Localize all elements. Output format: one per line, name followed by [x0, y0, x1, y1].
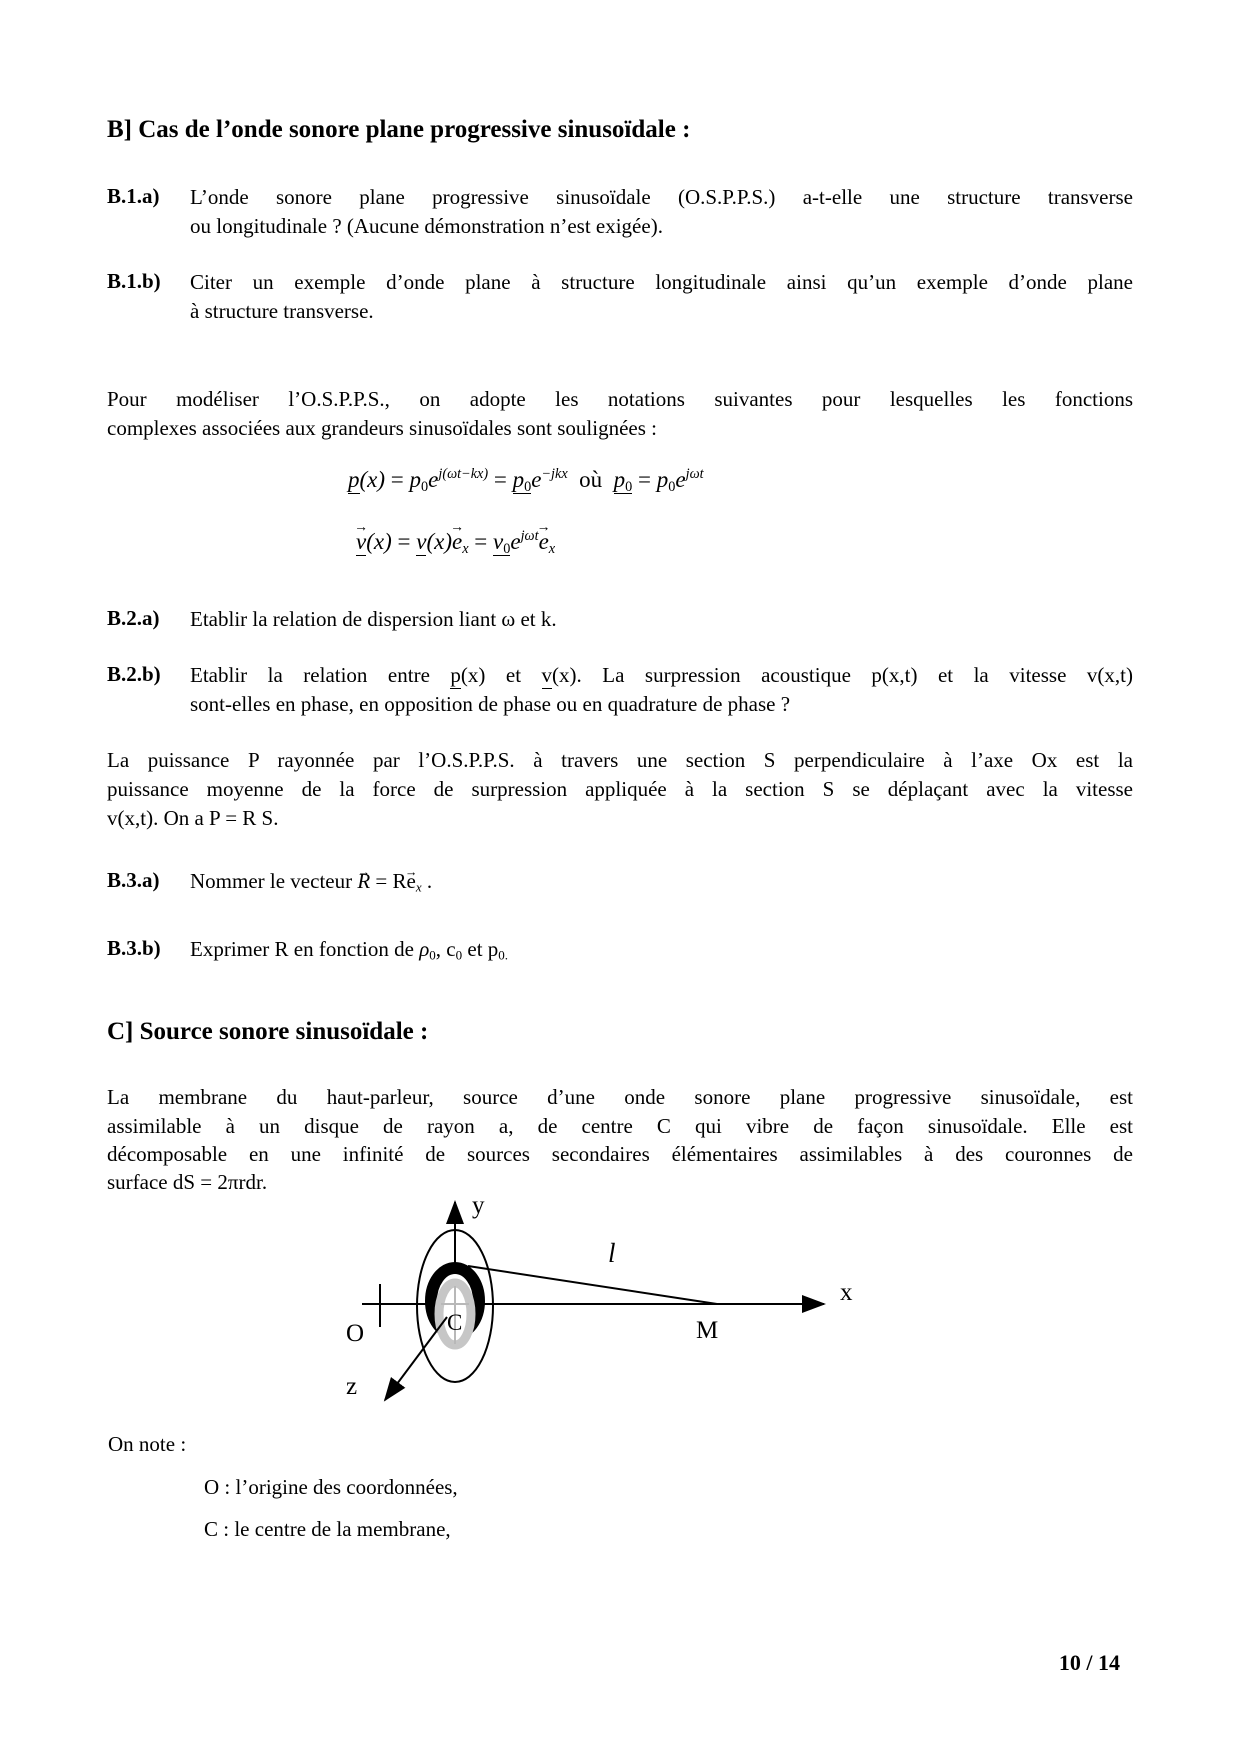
question-b2a-line1: Etablir la relation de dispersion liant ω et k. — [190, 607, 557, 631]
paragraph-puissance-line3: v(x,t). On a P = R S. — [107, 806, 279, 830]
label-center-c: C — [447, 1310, 463, 1335]
question-b3a-line1: Nommer le vecteur R → = $Re \to_x$ . — [190, 868, 432, 901]
label-y-axis: y — [472, 1192, 485, 1219]
label-z-axis: z — [346, 1373, 358, 1400]
label-x-axis: x — [840, 1279, 853, 1306]
paragraph-membrane-line3: décomposable en une infinité de sources secondaires élémentaires assimilables à des couronnes de — [107, 1142, 1133, 1166]
label-origin-o: O — [346, 1320, 365, 1347]
paragraph-membrane-line4: surface dS = 2πrdr. — [107, 1170, 268, 1194]
question-b2b-line2: sont-elles en phase, en opposition de phase ou en quadrature de phase ? — [190, 692, 791, 716]
label-distance-l: l — [608, 1238, 616, 1268]
label-point-m: M — [696, 1317, 719, 1344]
note-intro: On note : — [108, 1432, 187, 1456]
question-b1b-line2: à structure transverse. — [190, 299, 374, 323]
paragraph-membrane-line2: assimilable à un disque de rayon a, de centre C qui vibre de façon sinusoïdale. Elle est — [107, 1114, 1133, 1138]
distance-line — [468, 1266, 717, 1304]
formula-velocity: $v \to(x) = v(x)e \to_x = v_0e^{j\omega t}e \to_x$ — [356, 528, 555, 558]
question-b1a-line1: L’onde sonore plane progressive sinusoïdale (O.S.P.P.S.) a-t-elle une structure transverse — [190, 185, 1133, 209]
membrane-diagram — [300, 1185, 870, 1425]
section-c-title: C] Source sonore sinusoïdale : — [107, 1018, 429, 1045]
section-b-title: B] Cas de l’onde sonore plane progressive sinusoïdale : — [107, 116, 691, 143]
paragraph-notations-line2: complexes associées aux grandeurs sinusoïdales sont soulignées : — [107, 416, 657, 440]
paragraph-puissance-line2: puissance moyenne de la force de surpression appliquée à la section S se déplaçant avec la vitesse — [107, 777, 1133, 801]
note-item-origin: O : l’origine des coordonnées, — [204, 1475, 458, 1499]
question-b3b-label: B.3.b) — [107, 936, 161, 960]
question-b1b-line1: Citer un exemple d’onde plane à structure longitudinale ainsi qu’un exemple d’onde plane — [190, 270, 1133, 294]
question-b2a-label: B.2.a) — [107, 606, 160, 630]
question-b3a-label: B.3.a) — [107, 868, 160, 892]
question-b3b-line1: Exprimer R en fonction de $\rho_0$, $c_0$ et $p_{0.}$ — [190, 937, 509, 963]
question-b2b-line1: Etablir la relation entre p(x) et v(x). La surpression acoustique p(x,t) et la vitesse v(x,t) — [190, 663, 1133, 687]
question-b2b-label: B.2.b) — [107, 662, 161, 686]
question-b1b-label: B.1.b) — [107, 269, 161, 293]
paragraph-puissance-line1: La puissance P rayonnée par l’O.S.P.P.S. à travers une section S perpendiculaire à l’axe Ox est la — [107, 748, 1133, 772]
formula-pressure: $p(x) = p_0e^{j(\omega t-kx)} = p_0e^{-jkx}$ où $p_0 = p_0e^{j\omega t}$ — [348, 466, 704, 495]
paragraph-membrane-line1: La membrane du haut-parleur, source d’une onde sonore plane progressive sinusoïdale, est — [107, 1085, 1133, 1109]
page-number: 10 / 14 — [1058, 1650, 1120, 1675]
paragraph-notations-line1: Pour modéliser l’O.S.P.P.S., on adopte les notations suivantes pour lesquelles les fonctions — [107, 387, 1133, 411]
question-b1a-line2: ou longitudinale ? (Aucune démonstration n’est exigée). — [190, 214, 663, 238]
note-item-center: C : le centre de la membrane, — [204, 1517, 451, 1541]
question-b1a-label: B.1.a) — [107, 184, 160, 208]
